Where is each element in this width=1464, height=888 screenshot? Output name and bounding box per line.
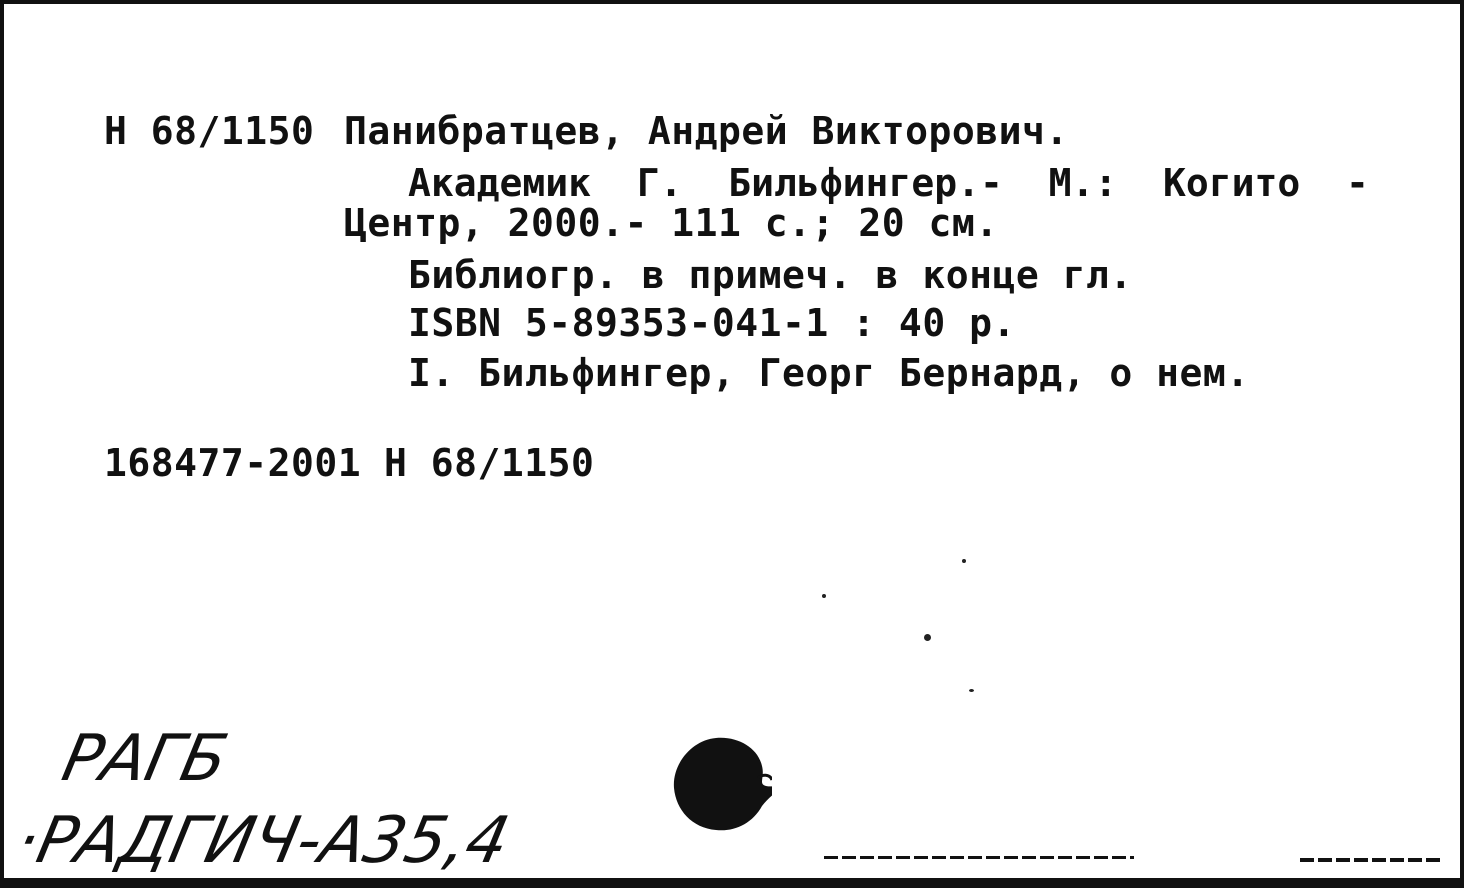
ink-speck [969,689,974,692]
card-bottom-edge [4,878,1460,884]
ink-speck [822,594,826,598]
scan-artifact-line [1300,858,1440,862]
subject-heading: I. Бильфингер, Георг Бернард, о нем. [408,351,1250,395]
inventory-number: 168477-2001 [104,441,362,485]
shelfmark: Н 68/1150 [104,109,315,153]
author-heading: Панибратцев, Андрей Викторович. [344,109,1069,153]
scan-artifact-line [824,856,1134,859]
shelfmark-repeat: Н 68/1150 [384,441,595,485]
handwritten-note-2: ·РАДГИЧ-А35,4 [10,804,516,878]
isbn-line: ISBN 5-89353-041-1 : 40 р. [408,301,1016,345]
ink-blot [672,734,772,834]
ink-speck [924,634,931,641]
title-line-1: Академик Г. Бильфингер.- М.: Когито - [408,161,1369,205]
bibliography-note: Библиогр. в примеч. в конце гл. [408,253,1133,297]
ink-speck [962,559,966,563]
handwritten-note-1: РАГБ [56,722,234,796]
title-line-2: Центр, 2000.- 111 с.; 20 см. [344,201,999,245]
